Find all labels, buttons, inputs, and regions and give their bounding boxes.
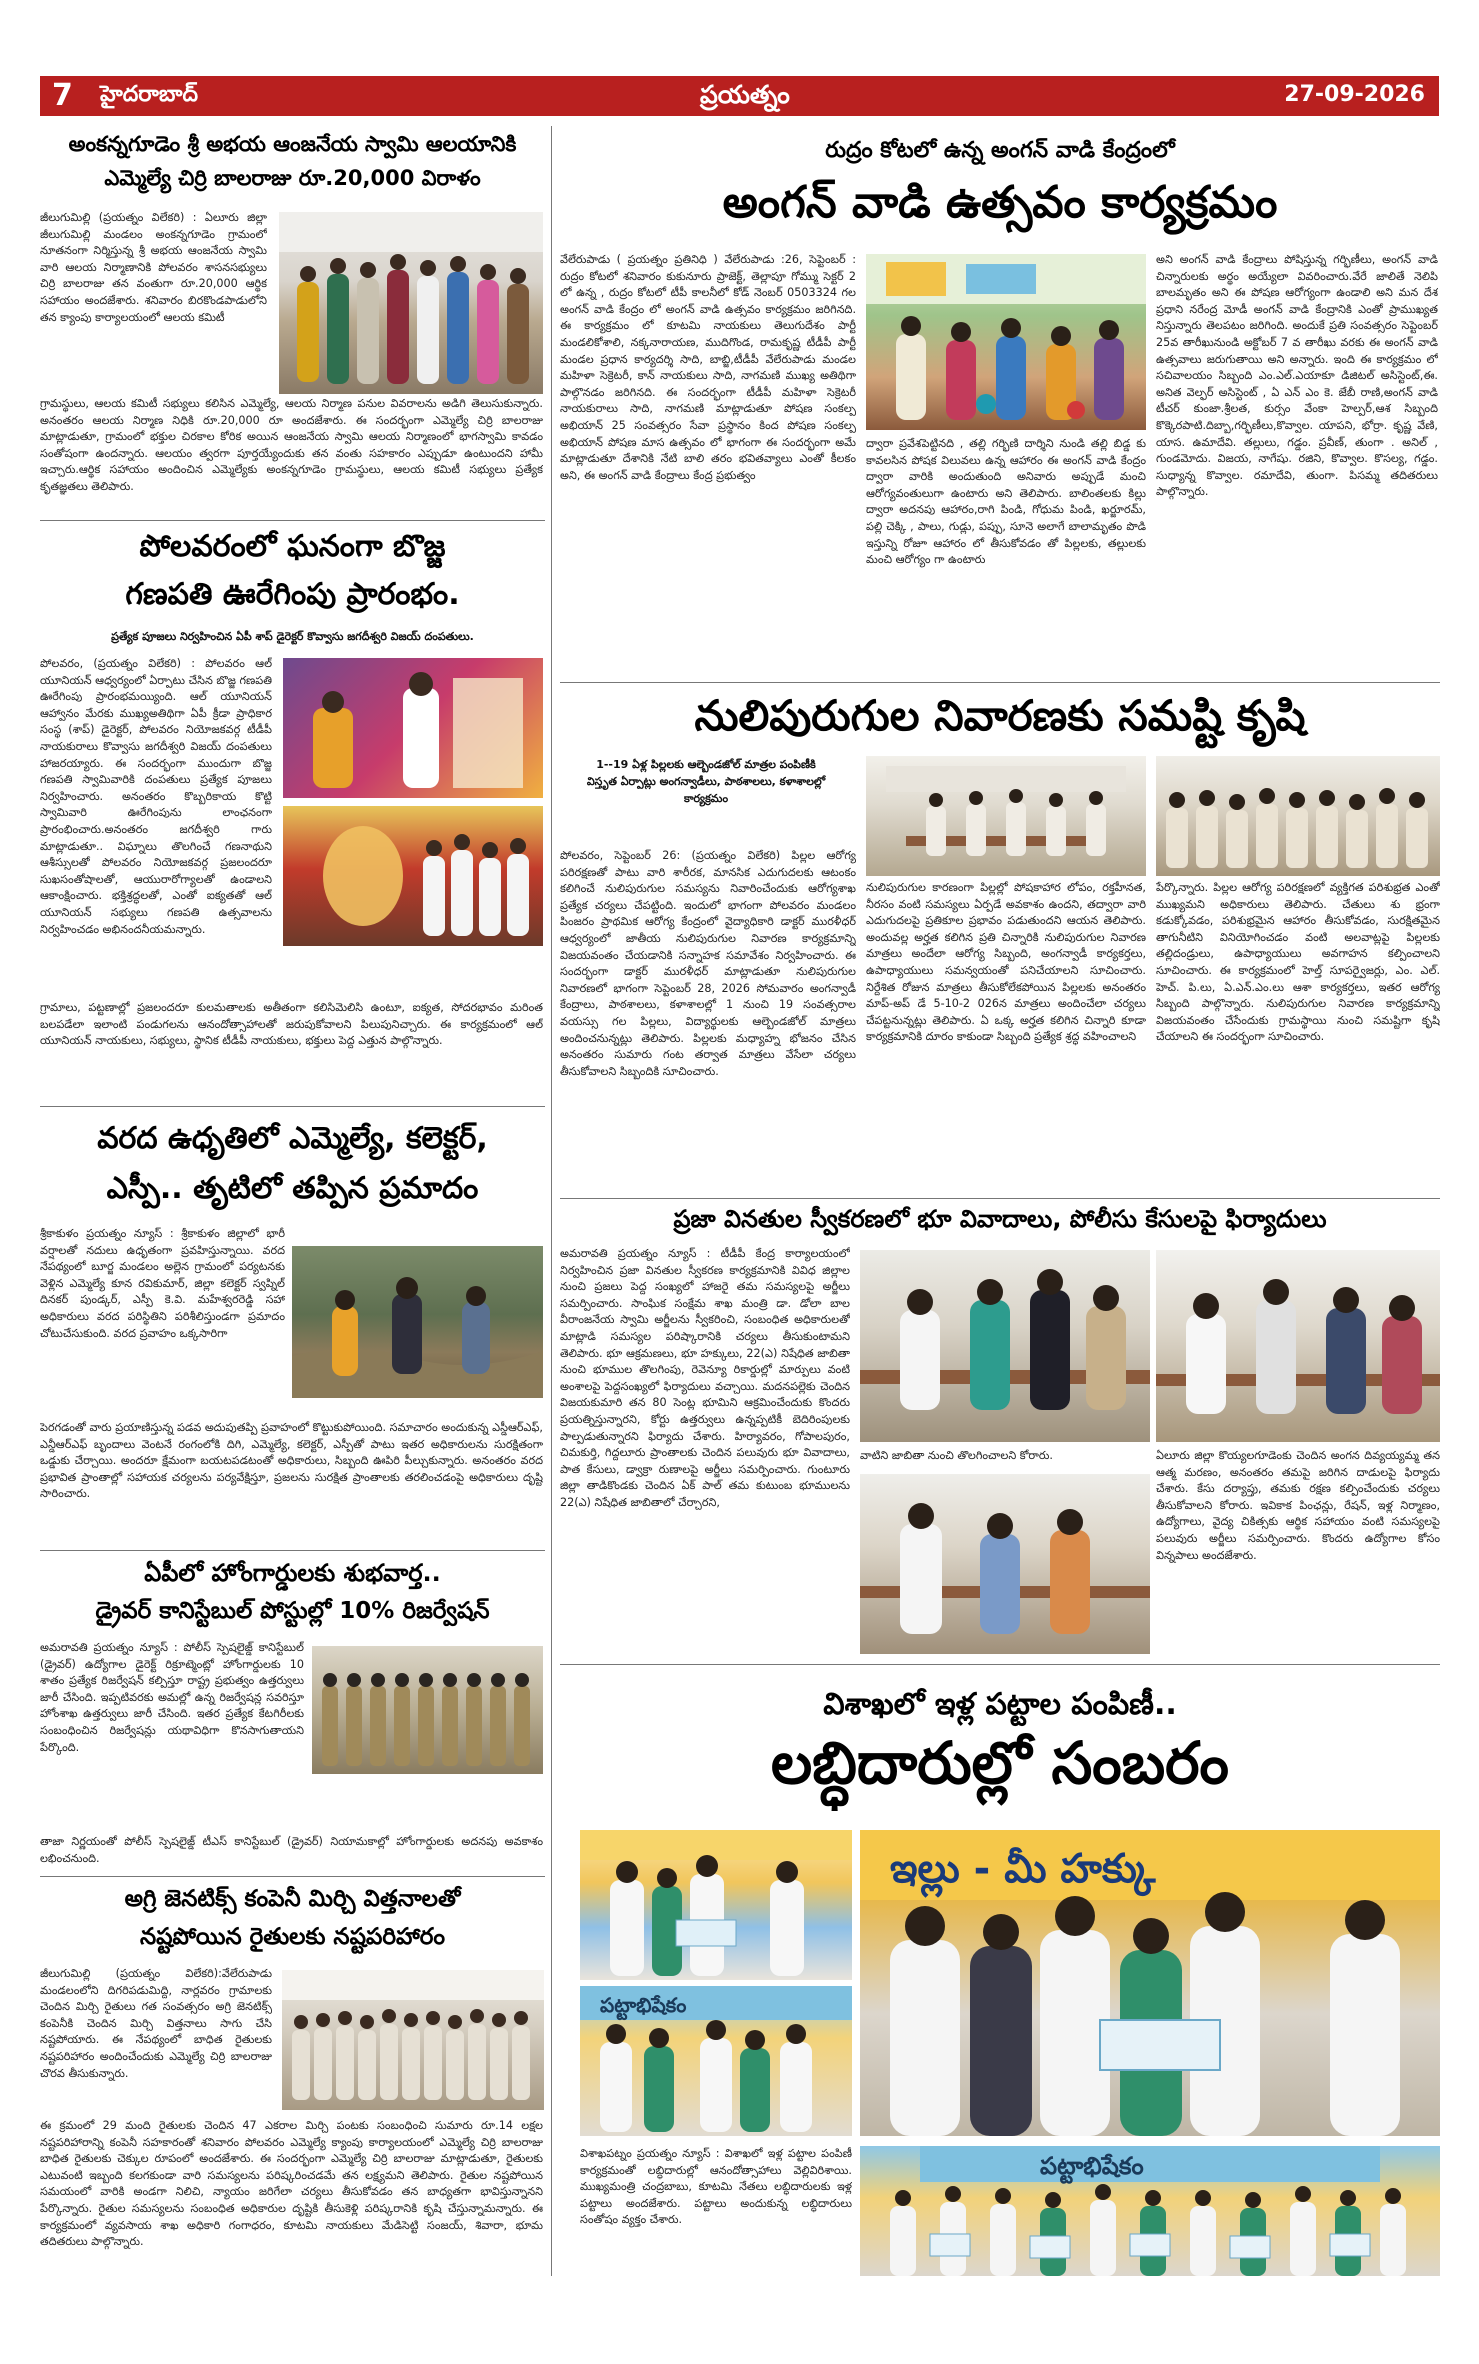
banner-text: పట్టాభిషేకం — [1040, 2152, 1144, 2180]
article-body: జీలుగుమిల్లి (ప్రయత్నం విలేకరి):వేలేరుపాడు మండలంలోని దిగరిపడుమిద్ది, నార్లవరం గ్రామాలకు చెందిన మిర్చి రైతులు గత సంవత్సరం అగ్రి జెనటిక్స్ కంపెనీకి చెందిన మిర్చి విత్తనాలు సాగు చేసి నష్టపోయారు. ఈ నేపథ్యంలో బాధిత రైతులకు నష్టపరిహారం అందించేందుకు ఎమ్మెల్యే చిర్రి బాలరాజు చొరవ తీసుకున్నారు. — [40, 1967, 272, 2080]
article-body: తాజా నిర్ణయంతో పోలీస్ స్పెషలైజ్డ్ టీఎస్ కానిస్టేబుల్ (డ్రైవర్) నియామకాల్లో హోంగార్డులకు అదనపు అవకాశం లభించనుంది. — [40, 1835, 543, 1865]
ganapati-idol-photo — [283, 806, 543, 946]
grievance-photo-3 — [860, 1474, 1150, 1654]
article-body: ద్వారా ప్రవేశపెట్టినది , తల్లి గర్భిణి దార్శిని నుండి తల్లి బిడ్డ కు కావలసిన పోషక విలువలు ఉన్న ఆహారం ఈ అంగన్ వాడి కేంద్రం ద్వారా వారికి అందుతుంది అనివారు అప్పుడే మంచి ఆరోగ్యవంతులుగా ఉంటారు అని తెలిపారు. బాలింతలకు కిల్లు ద్వారా అదనపు ఆహారం,రాగి పిండి, గోధుమ పిండి, ఖర్జూరమ్, పల్లి చెక్కి , పాలు, గుడ్లు, పప్పు, సూనె అలాగే బాలామృతం పొడి ఇస్తున్ని రోజూ ఆహారం లో తీసుకోవడం తో పిల్లలకు, తల్లులకు మంచి ఆరోగ్యం గా ఉంటారు — [866, 437, 1146, 567]
deworming-meeting-photo-1 — [866, 756, 1146, 876]
divider — [40, 1876, 545, 1877]
article-body: ఏలూరు జిల్లా కొయ్యలగూడెంకు చెందిన అంగన దివ్యయ్యమ్మ తన ఆత్మ మరణం, అనంతరం తమపై జరిగిన దాడులపై ఫిర్యాదు చేశారు. కేసు దర్యాప్తు, తమకు రక్షణ కల్పించేందుకు చర్యలు తీసుకోవాలని కోరారు. ఇవికాక పింఛన్లు, రేషన్, ఇళ్ల నిర్మాణం, ఉద్యోగాలు, వైద్య చికిత్సకు ఆర్థిక సహాయం వంటి సమస్యలపై పలువురు అర్జీలు సమర్పించారు. కొందరు ఉద్యోగాల కోసం విన్నపాలు అందజేశారు. — [1156, 1449, 1440, 1562]
article-body: వాటిని జాబితా నుంచి తొలగించాలని కోరారు. — [860, 1449, 1053, 1462]
article-body: అమరావతి ప్రయత్నం న్యూస్ : టీడీపీ కేంద్ర కార్యాలయంలో నిర్వహించిన ప్రజా వినతుల స్వీకరణ కార్యక్రమానికి వివిధ జిల్లాల నుంచి ప్రజలు పెద్ద సంఖ్యలో హాజరై తమ సమస్యలపై అర్జీలు సమర్పించారు. సాంఘిక సంక్షేమ శాఖ మంత్రి డా. డోలా బాల వీరాంజనేయ స్వామి అర్జీలను స్వీకరించి, సంబంధిత అధికారులతో మాట్లాడి సమస్యల పరిష్కారానికి చర్యలు తీసుకుంటామని తెలిపారు. భూ ఆక్రమణలు, భూ హక్కులు, 22(ఎ) నిషేధిత జాబితా నుంచి భూముల తొలగింపు, రెవెన్యూ రికార్డుల్లో మార్పులు వంటి అంశాలపై పెద్దసంఖ్యలో ఫిర్యాదులు వచ్చాయి. మదనపల్లెకు చెందిన విజయకుమారి తన 80 సెంట్ల భూమిని ఆక్రమించేందుకు కొందరు ప్రయత్నిస్తున్నారని, కోర్టు ఉత్తర్వులు ఉన్నప్పటికీ బెదిరింపులకు పాల్పడుతున్నారని ఫిర్యాదు చేశారు. హిర్యావరం, గోపాలపురం, చిమకుర్తి, గిద్దలూరు ప్రాంతాలకు చెందిన పలువురు భూ వివాదాలు, పాత కేసులు, డ్వాక్రా రుణాలపై అర్జీలు సమర్పించారు. గుంటూరు జిల్లా తాడికొండకు చెందిన ఏక్ పాల్ తమ కుటుంబ భూములను 22(ఎ) నిషేధిత జాబితాలో చేర్చారని, — [560, 1247, 850, 1509]
police-parade-photo — [312, 1646, 543, 1774]
headline: లబ్ధిదారుల్లో సంబరం — [771, 1729, 1229, 1797]
banner-text: ఇల్లు - మీ హక్కు — [890, 1846, 1156, 1892]
deworming-meeting-photo-2 — [1156, 756, 1440, 876]
kicker: విశాఖలో ఇళ్ల పట్టాల పంపిణీ.. — [823, 1687, 1177, 1722]
divider — [40, 1550, 545, 1551]
article-body: జీలుగుమిల్లి (ప్రయత్నం విలేకరి) : ఏలూరు జిల్లా జీలుగుమిల్లి మండలం అంకన్నగూడెం గ్రామంలో నూతనంగా నిర్మిస్తున్న శ్రీ అభయ ఆంజనేయ స్వామి వారి ఆలయ నిర్మాణానికి పోలవరం శాసనసభ్యులు చిర్రి బాలరాజు తన వంతుగా రూ.20,000 ఆర్థిక సహాయం అందజేశారు. శనివారం బిరకొండపాడులోని తన క్యాంపు కార్యాలయంలో ఆలయ కమిటీ — [40, 211, 267, 324]
headline: అగ్రి జెనటిక్స్ కంపెనీ మిర్చి విత్తనాలతో — [124, 1886, 461, 1912]
grievance-photo-1 — [860, 1250, 1150, 1442]
divider — [560, 1198, 1440, 1199]
anganwadi-photo — [866, 254, 1146, 430]
banner-text: పట్టాభిషేకం — [600, 1993, 687, 2017]
article-body: పేర్కొన్నారు. పిల్లల ఆరోగ్య పరిరక్షణలో వ్యక్తిగత పరిశుభ్రత ఎంతో ముఖ్యమని అధికారులు తెలిపారు. చేతులు శు భ్రంగా కడుక్కోవడం, పరిశుభ్రమైన ఆహారం తీసుకోవడం, సురక్షితమైన తాగునీటిని వినియోగించడం వంటి అలవాట్లపై పిల్లలకు తల్లిదండ్రులు, ఉపాధ్యాయులు అవగాహన కల్పించాలని సూచించారు. ఈ కార్యక్రమంలో హెల్త్ సూపర్వైజర్లు, ఎం. ఎల్. హెచ్. పి.లు, ఏ.ఎన్.ఎం.లు ఆశా కార్యకర్తలు, ఇతర ఆరోగ్య సిబ్బంది పాల్గొన్నారు. నులిపురుగుల నివారణ కార్యక్రమాన్ని విజయవంతం చేసేందుకు గ్రామస్థాయి నుంచి సమష్టిగా కృషి చేయాలని ఈ సందర్భంగా సూచించారు. — [1156, 881, 1440, 1044]
article-body: శ్రీకాకుళం ప్రయత్నం న్యూస్ : శ్రీకాకుళం జిల్లాలో భారీ వర్షాలతో నదులు ఉధృతంగా ప్రవహిస్తున్నాయి. వరద నేపథ్యంలో బూర్జ మండలం అల్లెన గ్రామంలో పర్యటనకు వెళ్లిన ఎమ్మెల్యే కూన రవికుమార్, జిల్లా కలెక్టర్ స్వప్నిల్ దినకర్ పుండ్కర్, ఎస్పీ కె.వి. మహేశ్వరరెడ్డి సహా అధికారులు వరద పరిస్థితిని పరిశీలిస్తుండగా ప్రమాదం చోటుచేసుకుంది. వరద ప్రవాహం ఒక్కసారిగా — [40, 1227, 285, 1340]
article-body: అని అంగన్ వాడి కేంద్రాలు పోషిస్తున్న గర్భిణీలు, అంగన్ వాడి చిన్నారులకు అర్థం అయ్యేలా వివరించారు.వేరే జాలితే నెలిపి బాలమృతం అని ఈ పోషణ ఆరోగ్యంగా ఉండాలి అని మన దేశ ప్రధాని నరేంద్ర మోడీ అంగన్ వాడి కేంద్రానికి ఎంతో ప్రాముఖ్యత నిస్తున్నారు తెలపటం జరిగింది. అందుకే ప్రతి సంవత్సరం సెప్టెంబర్ 25వ తారీఖునుండి అక్టోబర్ 7 వ తారీఖు వరకు ఈ అంగన్ వాడి ఉత్సవాలు జరుగుతాయి అని అన్నారు. ఇంది ఈ కార్యక్రమం లో సచివాలయం సిబ్బంది ఎం.ఎల్.ఎయాకూ డిజిటల్ అసిస్టెంట్,ఈ. అనిత వెల్ఫర్ అసిస్టెంట్ , ఏ ఎన్ ఎం కె. జేబీ రాణి,అంగన్ వాడి టీచర్ కుంజా.శ్రీలత, కుర్సం వేంకా హెల్పర్,ఆశ సిబ్బంది కొక్కెరపాటి.దిబ్బా,గర్భిణీలు,కొవ్వాల. యాపని, భోర్రా. కృష్ణ వేణి, యాస. ఉమాదేవి. తల్లులు, గడ్డం. ప్రవీణ్, తుంగా . అనిల్ , గుండమోదు. విజయ, నాగేషు. రజిని, కొవ్వాల. కొసల్య, గడ్డం. సుధ్యాన్న కొవ్వాల. రమాదేవి, తుంగా. పిసమ్మ తదితరులు పాల్గొన్నారు. — [1156, 253, 1438, 499]
grievance-photo-2 — [1156, 1250, 1440, 1442]
divider — [560, 1664, 1440, 1665]
article-body: అమరావతి ప్రయత్నం న్యూస్ : పోలీస్ స్పెషలైజ్డ్ కానిస్టేబుల్ (డ్రైవర్) ఉద్యోగాల డైరెక్ట్ రిక్రూట్మెంట్లో హోంగార్డులకు 10 శాతం ప్రత్యేక రిజర్వేషన్ కల్పిస్తూ రాష్ట్ర ప్రభుత్వం ఉత్తర్వులు జారీ చేసింది. ఇప్పటివరకు అమల్లో ఉన్న రిజర్వేషన్ల సవరిస్తూ హోంశాఖ ఉత్తర్వులు జారీ చేసింది. ఇతర ప్రత్యేక కేటగిరీలకు సంబంధించిన రిజర్వేషన్లు యథావిధిగా కొనసాగుతాయని పేర్కొంది. — [40, 1641, 304, 1754]
article-body: పెరగడంతో వారు ప్రయాణిస్తున్న పడవ అదుపుతప్పి ప్రవాహంలో కొట్టుకుపోయింది. సమాచారం అందుకున్న ఎస్డీఆర్ఎఫ్, ఎన్డీఆర్ఎఫ్ బృందాలు వెంటనే రంగంలోకి దిగి, ఎమ్మెల్యే, కలెక్టర్, ఎస్పీతో పాటు ఇతర అధికారులను సురక్షితంగా ఒడ్డుకు చేర్చాయి. అందరూ క్షేమంగా బయటపడటంతో అధికారులు, సిబ్బంది ఊపిరి పీల్చుకున్నారు. అనంతరం వరద ప్రభావిత ప్రాంతాల్లో సహాయక చర్యలను పర్యవేక్షిస్తూ, ప్రజలను సురక్షిత ప్రాంతాలకు తరలించడంపై అధికారులు దృష్టి సారించారు. — [40, 1421, 543, 1501]
page-number: 7 — [52, 78, 73, 113]
headline: ప్రజా వినతుల స్వీకరణలో భూ వివాదాలు, పోలీసు కేసులపై ఫిర్యాదులు — [673, 1205, 1327, 1233]
kicker: రుద్రం కోటలో ఉన్న అంగన్ వాడి కేంద్రంలో — [825, 138, 1175, 163]
headline: డ్రైవర్ కానిస్టేబుల్ పోస్టుల్లో 10% రిజర్వేషన్ — [95, 1598, 490, 1624]
patta-distribution-photo-2 — [580, 1986, 852, 2136]
edition-city: హైదరాబాద్ — [100, 82, 198, 107]
paper-name: ప్రయత్నం — [700, 80, 790, 109]
divider — [40, 520, 545, 521]
article-body: ఈ క్రమంలో 29 మంది రైతులకు చెందిన 47 ఎకరాల మిర్చి పంటకు సంబంధించి సుమారు రూ.14 లక్షల నష్టపరిహారాన్ని కంపెనీ సహకారంతో శనివారం పోలవరం ఎమ్మెల్యే క్యాంపు కార్యాలయంలో ఎమ్మెల్యే చిర్రి బాలరాజు బాధిత రైతులకు చెక్కుల రూపంలో అందజేశారు. ఈ సందర్భంగా ఎమ్మెల్యే చిర్రి బాలరాజు మాట్లాడుతూ, రైతులకు ఎటువంటి ఇబ్బంది కలగకుండా వారి సమస్యలను పరిష్కరించడమే తన లక్ష్యమని తెలిపారు. రైతుల నష్టపోయిన సమయంలో వారికి అండగా నిలిచి, న్యాయం జరిగేలా చర్యలు తీసుకోవడం తన బాధ్యతగా భావిస్తున్నానని పేర్కొన్నారు. రైతుల సమస్యలను సంబంధిత అధికారుల దృష్టికి తీసుకెళ్లి పరిష్కరానికి కృషి చేస్తున్నామన్నారు. ఈ కార్యక్రమంలో వ్యవసాయ శాఖ అధికారి గంగాధరం, కూటమి నాయకులు మేడిసెట్టి సంజయ్, శివారా, భూమ తదితరులు పాల్గొన్నారు. — [40, 2119, 543, 2249]
headline: ఎమ్మెల్యే చిర్రి బాలరాజు రూ.20,000 విరాళం — [104, 166, 481, 190]
ganapati-pooja-photo — [283, 658, 543, 798]
kicker: 1--19 ఏళ్ల పిల్లలకు ఆల్బెండజోల్ మాత్రల పంపిణీకి విస్తృత ఏర్పాట్లు అంగన్వాడీలు, పాఠశాలలు, కళాశాలల్లో కార్యక్రమం — [586, 758, 826, 805]
headline: ఎస్పీ.. తృటిలో తప్పిన ప్రమాదం — [106, 1171, 479, 1206]
edition-date: 27-09-2026 — [1284, 82, 1425, 107]
farmers-compensation-photo — [282, 1970, 544, 2110]
temple-donation-photo — [279, 212, 543, 394]
headline: పోలవరంలో ఘనంగా బొజ్జ — [139, 529, 446, 564]
patta-distribution-photo-main — [860, 1830, 1440, 2136]
headline: అంగన్ వాడి ఉత్సవం కార్యక్రమం — [722, 177, 1278, 228]
article-body: గ్రామాలు, పట్టణాల్లో ప్రజలందరూ కులమతాలకు అతీతంగా కలిసిమెలిసి ఉంటూ, ఐక్యత, సోదరభావం మరింత బలపడేలా ఇలాంటి పండుగలను ఆనందోత్సాహాలతో జరుపుకోవాలని పిలుపునిచ్చారు. ఈ కార్యక్రమంలో ఆల్ యూనియన్ నాయకులు, సభ్యులు, స్థానిక టీడీపీ నాయకులు, భక్తులు పెద్ద ఎత్తున పాల్గొన్నారు. — [40, 1001, 543, 1048]
headline: అంకన్నగూడెం శ్రీ అభయ ఆంజనేయ స్వామి ఆలయానికి — [68, 132, 517, 156]
article-body: గ్రామస్థులు, ఆలయ కమిటీ సభ్యులు కలిసిన ఎమ్మెల్యే, ఆలయ నిర్మాణ పనుల వివరాలను అడిగి తెలుసుకున్నారు. అనంతరం ఆలయ నిర్మాణ నిధికి రూ.20,000 రూ అందజేశారు. ఈ సందర్భంగా ఎమ్మెల్యే చిర్రి బాలరాజు మాట్లాడుతూ, గ్రామంలో భక్తుల చిరకాల కోరిక అయిన ఆంజనేయ స్వామి ఆలయ నిర్మాణంలో భాగస్వామి కావడం సంతోషంగా ఉందన్నారు. ఆలయం త్వరగా పూర్తయ్యేందుకు తన వంతు సహకారం ఎప్పుడూ ఉంటుందని హామీ ఇచ్చారు.ఆర్థిక సహాయం అందించిన ఎమ్మెల్యేకు అంకన్నగూడెం గ్రామస్థులు, ఆలయ కమిటీ సభ్యులు ప్రత్యేక కృతజ్ఞతలు తెలిపారు. — [40, 397, 543, 493]
patta-distribution-photo-1 — [580, 1830, 852, 1980]
article-body: నులిపురుగుల కారణంగా పిల్లల్లో పోషకాహార లోపం, రక్తహీనత, నీరసం వంటి సమస్యలు ఏర్పడే అవకాశం ఉందని, తద్వారా వారి ఎదుగుదలపై ప్రతికూల ప్రభావం పడుతుందని ఆయన తెలిపారు. అందువల్ల అర్హత కలిగిన ప్రతి చిన్నారికి నులిపురుగుల నివారణ మాత్రలు అందేలా ఆరోగ్య సిబ్బంది, అంగన్వాడీ కార్యకర్తలు, ఉపాధ్యాయులు సమన్వయంతో పనిచేయాలని సూచించారు. నిర్దేశిత రోజున మాత్రలు తీసుకోలేకపోయిన పిల్లలకు అనంతరం మాప్-అప్ డే 5-10-2 026న మాత్రలు అందించేలా చర్యలు చేపట్టనున్నట్లు తెలిపారు. ఏ ఒక్క అర్హత కలిగిన చిన్నారి కూడా కార్యక్రమానికి దూరం కాకుండా సిబ్బంది ప్రత్యేక శ్రద్ధ వహించాలని — [866, 881, 1146, 1044]
headline: నష్టపోయిన రైతులకు నష్టపరిహారం — [139, 1924, 446, 1950]
article-body: వేలేరుపాడు ( ప్రయత్నం ప్రతినిధి ) వేలేరుపాడు :26, సెప్టెంబర్ : రుద్రం కోటలో శనివారం కుకునూరు ప్రాజెక్ట్, తెల్లాపూ గోమ్ము సెక్టర్ 2 లో ఉన్న , రుద్రం కోటలో టీపీ కాలనీలో కోడ్ నెంబర్ 0503324 గల అంగన్ వాడి కేంద్రం లో అంగన్ వాడి ఉత్సవం కార్యక్రమం జరిగినది. ఈ కార్యక్రమం లో కూటమి నాయకులు తెలుగుదేశం పార్టీ మండలికోశాలి, నక్కనారాయణ, ముదిగొండ, రామకృష్ణ టీడీపీ పార్టీ మండల ప్రధాన కార్యదర్శి సాది, బాబ్జి,టీడీపీ వేలేరుపాడు మండల మహిళా సెక్రెటరీ, కాన్ నాయకులు సాది, నాగమణి ముఖ్య అతిథిగా పాల్గొనడం జరిగినది. ఈ సందర్భంగా టీడీపీ మహిళా సెక్రెటరీ నాయకురాలు సాది, నాగమణి మాట్లాడుతూ పోషణ సంకల్ప అభియాన్ 25 సంవత్సరం సేవా ప్రస్థానం కింద పోషణ సంకల్ప అభియాన్ పోషణ మాస ఉత్సవం లో భాగంగా ఈ సందర్భంగా అమే మాట్లాడుతూ దేశానికి నేటి బాలి తరం భవితవ్యాలు ఎంతో కీలకం అని, ఈ అంగన్ వాడి కేంద్రాలు కేంద్ర ప్రభుత్వం — [560, 253, 856, 482]
headline: నులిపురుగుల నివారణకు సమష్టి కృషి — [694, 691, 1306, 740]
subheadline: ప్రత్యేక పూజలు నిర్వహించిన ఏపీ శాప్ డైరెక్టర్ కొవ్వాసు జగదీశ్వరి విజయ్ దంపతులు. — [111, 630, 474, 643]
column-divider — [551, 126, 552, 2276]
divider — [560, 682, 1440, 683]
patta-distribution-photo-3 — [860, 2146, 1440, 2276]
headline: వరద ఉధృతిలో ఎమ్మెల్యే, కలెక్టర్, — [97, 1121, 488, 1156]
flood-rescue-photo — [292, 1246, 543, 1398]
article-body: విశాఖపట్నం ప్రయత్నం న్యూస్ : విశాఖలో ఇళ్ల పట్టాల పంపిణీ కార్యక్రమంతో లబ్ధిదారుల్లో ఆనందోత్సాహాలు వెల్లివిరిశాయి. ముఖ్యమంత్రి చంద్రబాబు, కూటమి నేతలు లబ్ధిదారులకు ఇళ్ల పట్టాలు అందజేశారు. పట్టాలు అందుకున్న లబ్ధిదారులు సంతోషం వ్యక్తం చేశారు. — [580, 2147, 852, 2227]
headline: ఏపీలో హోంగార్డులకు శుభవార్త.. — [144, 1559, 441, 1587]
article-body: పోలవరం, (ప్రయత్నం విలేకరి) : పోలవరం ఆల్ యూనియన్ ఆధ్వర్యంలో ఏర్పాటు చేసిన బొజ్జ గణపతి ఊరేగింపు ప్రారంభమయ్యింది. ఆల్ యూనియన్ ఆహ్వానం మేరకు ముఖ్యఅతిథిగా ఏపీ క్రీడా ప్రాధికార సంస్థ (శాప్) డైరెక్టర్, పోలవరం నియోజకవర్గ టీడీపీ నాయకురాలు కొవ్వాసు జగదీశ్వరి విజయ్ దంపతులు హాజరయ్యారు. ఈ సందర్భంగా ముందుగా బొజ్జ గణపతి స్వామివారికి దంపతులు ప్రత్యేక పూజలు నిర్వహించారు. అనంతరం కొబ్బరికాయ కొట్టి స్వామివారి ఊరేగింపును లాంఛనంగా ప్రారంభించారు.అనంతరం జగదీశ్వరి గారు మాట్లాడుతూ.. విఘ్నాలు తొలగించే గణనాథుని ఆశీస్సులతో పోలవరం నియోజకవర్గ ప్రజలందరూ సుఖసంతోషాలతో, ఆయురారోగ్యాలతో ఉండాలని ఆకాంక్షించారు. భక్తిశ్రద్ధలతో, ఎంతో ఐక్యతతో ఆల్ యూనియన్ సభ్యులు గణపతి ఉత్సవాలను నిర్వహించడం అభినందనీయమన్నారు. — [40, 657, 272, 936]
article-body: పోలవరం, సెప్టెంబర్ 26: (ప్రయత్నం విలేకరి) పిల్లల ఆరోగ్య పరిరక్షణతో పాటు వారి శారీరక, మానసిక ఎదుగుదలకు ఆటంకం కలిగించే నులిపురుగుల సమస్యను నివారించేందుకు ఆరోగ్యశాఖ ప్రత్యేక చర్యలు చేపట్టింది. ఇందులో భాగంగా పోలవరం మండలం పింజరం ప్రాథమిక ఆరోగ్య కేంద్రంలో వైద్యాధికారి డాక్టర్ మురళీధర్ ఆధ్వర్యంలో జాతీయ నులిపురుగుల నివారణ కార్యక్రమాన్ని విజయవంతం చేయడానికి సన్నాహక సమావేశం నిర్వహించారు. ఈ సందర్భంగా డాక్టర్ మురళీధర్ మాట్లాడుతూ నులిపురుగుల నివారణలో భాగంగా సెప్టెంబర్ 28, 2026 సోమవారం అంగన్వాడీ కేంద్రాలు, పాఠశాలలు, కళాశాలల్లో 1 నుంచి 19 సంవత్సరాల వయస్సు గల పిల్లలు, విద్యార్థులకు ఆల్బెండజోల్ మాత్రలు అందించనున్నట్లు తెలిపారు. పిల్లలకు మధ్యాహ్న భోజనం చేసిన అనంతరం సుమారు గంట తర్వాత మాత్రలు వేసేలా చర్యలు తీసుకోవాలని సిబ్బందికి సూచించారు. — [560, 849, 856, 1078]
divider — [40, 1106, 545, 1107]
headline: గణపతి ఊరేగింపు ప్రారంభం. — [125, 577, 460, 612]
masthead-bar — [40, 76, 1439, 116]
